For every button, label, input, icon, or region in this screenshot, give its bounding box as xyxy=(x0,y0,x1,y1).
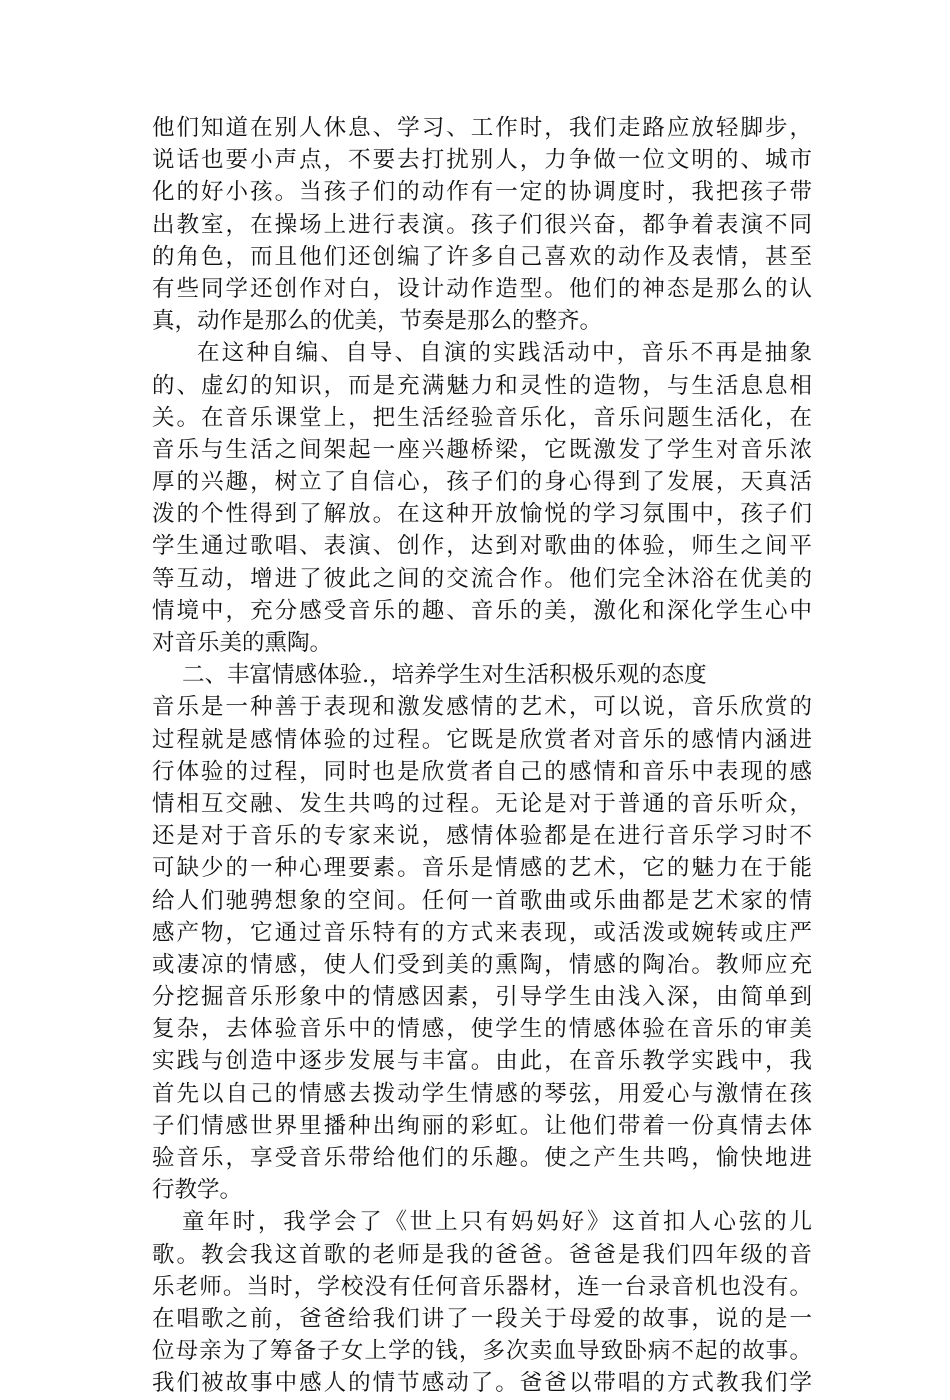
text-line: 音乐是一种善于表现和激发感情的艺术，可以说，音乐欣赏的 xyxy=(152,694,812,721)
text-line: 我们被故事中感人的情节感动了。爸爸以带唱的方式教我们学 xyxy=(152,1370,812,1397)
text-line: 分挖掘音乐形象中的情感因素，引导学生由浅入深，由简单到 xyxy=(152,984,812,1011)
text-line: 给人们驰骋想象的空间。任何一首歌曲或乐曲都是艺术家的情 xyxy=(152,887,812,914)
text-line: 在唱歌之前，爸爸给我们讲了一段关于母爱的故事，说的是一 xyxy=(152,1305,812,1332)
text-line: 子们情感世界里播种出绚丽的彩虹。让他们带着一份真情去体 xyxy=(152,1112,812,1139)
text-line: 化的好小孩。当孩子们的动作有一定的协调度时，我把孩子带 xyxy=(152,179,812,206)
paragraph xyxy=(152,1206,812,1399)
text-line: 可缺少的一种心理要素。音乐是情感的艺术，它的魅力在于能 xyxy=(152,855,812,882)
text-line: 童年时，我学会了《世上只有妈妈好》这首扣人心弦的儿 xyxy=(182,1209,812,1236)
text-line: 复杂，去体验音乐中的情感，使学生的情感体验在音乐的审美 xyxy=(152,1016,812,1043)
text-line: 位母亲为了筹备子女上学的钱，多次卖血导致卧病不起的故事。 xyxy=(152,1338,812,1365)
text-line: 厚的兴趣，树立了自信心，孩子们的身心得到了发展，天真活 xyxy=(152,469,812,496)
text-line: 感产物，它通过音乐特有的方式来表现，或活泼或婉转或庄严 xyxy=(152,919,812,946)
text-line: 验音乐，享受音乐带给他们的乐趣。使之产生共鸣，愉快地进 xyxy=(152,1145,812,1171)
text-line: 等互动，增进了彼此之间的交流合作。他们完全沐浴在优美的 xyxy=(152,565,812,592)
text-line: 乐老师。当时，学校没有任何音乐器材，连一台录音机也没有。 xyxy=(152,1273,812,1300)
paragraph xyxy=(152,337,812,659)
text-line: 还是对于音乐的专家来说，感情体验都是在进行音乐学习时不 xyxy=(152,823,812,850)
paragraph xyxy=(152,112,812,337)
text-line: 对音乐美的熏陶。 xyxy=(152,630,333,656)
section-heading xyxy=(152,659,812,691)
text-line: 首先以自己的情感去拨动学生情感的琴弦，用爱心与激情在孩 xyxy=(152,1080,812,1107)
text-line: 真，动作是那么的优美，节奏是那么的整齐。 xyxy=(152,308,603,335)
heading-text: 二、丰富情感体验.，培养学生对生活积极乐观的态度 xyxy=(182,662,707,689)
text-line: 的角色，而且他们还创编了许多自己喜欢的动作及表情，甚至 xyxy=(152,243,812,270)
text-line: 音乐与生活之间架起一座兴趣桥梁，它既激发了学生对音乐浓 xyxy=(152,436,812,463)
text-line: 在这种自编、自导、自演的实践活动中，音乐不再是抽象 xyxy=(197,340,812,367)
text-line: 他们知道在别人休息、学习、工作时，我们走路应放轻脚步， xyxy=(152,115,812,141)
text-line: 行教学。 xyxy=(152,1177,243,1204)
text-line: 实践与创造中逐步发展与丰富。由此，在音乐教学实践中，我 xyxy=(152,1048,812,1075)
text-line: 或凄凉的情感，使人们受到美的熏陶，情感的陶冶。教师应充 xyxy=(152,951,812,978)
text-line: 歌。教会我这首歌的老师是我的爸爸。爸爸是我们四年级的音 xyxy=(152,1241,812,1268)
text-line: 情相互交融、发生共鸣的过程。无论是对于普通的音乐听众， xyxy=(152,790,812,817)
text-line: 情境中，充分感受音乐的趣、音乐的美，激化和深化学生心中 xyxy=(152,597,812,624)
text-line: 关。在音乐课堂上，把生活经验音乐化，音乐问题生活化，在 xyxy=(152,404,812,431)
body-text xyxy=(152,112,812,1400)
text-line: 的、虚幻的知识，而是充满魅力和灵性的造物，与生活息息相 xyxy=(152,372,812,399)
paragraph xyxy=(152,691,812,1206)
text-line: 泼的个性得到了解放。在这种开放愉悦的学习氛围中，孩子们 xyxy=(152,501,812,528)
text-line: 学生通过歌唱、表演、创作，达到对歌曲的体验，师生之间平 xyxy=(152,533,812,560)
text-line: 出教室，在操场上进行表演。孩子们很兴奋，都争着表演不同 xyxy=(152,211,812,238)
text-line: 行体验的过程，同时也是欣赏者自己的感情和音乐中表现的感 xyxy=(152,758,812,785)
text-line: 过程就是感情体验的过程。它既是欣赏者对音乐的感情内涵进 xyxy=(152,726,812,753)
text-line: 说话也要小声点，不要去打扰别人，力争做一位文明的、城市 xyxy=(152,147,812,174)
text-line: 有些同学还创作对白，设计动作造型。他们的神态是那么的认 xyxy=(152,275,812,302)
